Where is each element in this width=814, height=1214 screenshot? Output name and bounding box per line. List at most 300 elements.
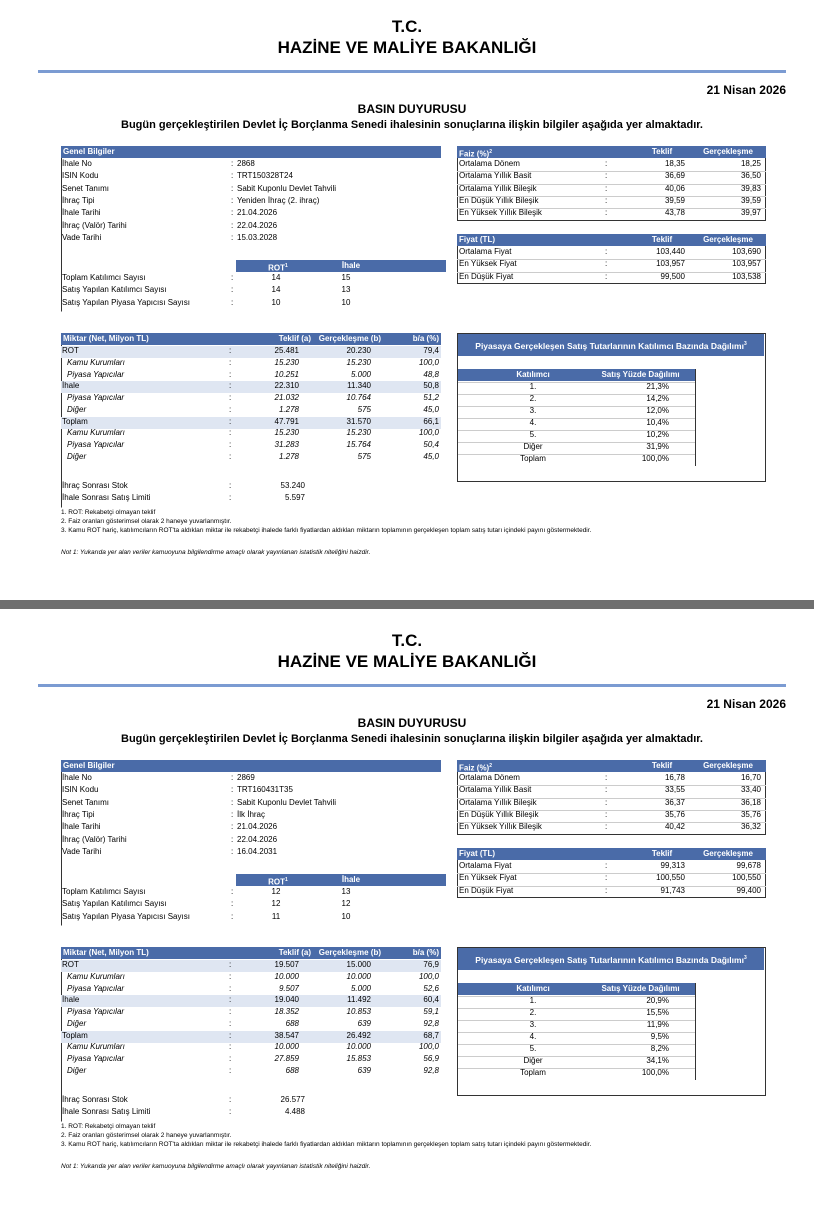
miktar-teklif: 38.547 — [274, 1030, 299, 1040]
miktar-gerceklesme: 31.570 — [346, 416, 371, 426]
miktar-gerceklesme: 639 — [357, 1065, 371, 1075]
fiyat-gerceklesme: 103,957 — [732, 259, 761, 269]
general-row-label: Senet Tanımı — [62, 797, 109, 807]
footnote: 3. Kamu ROT hariç, katılımcıların ROT'ta aldıkları miktar ile rekabetçi ihalede farklı fiyatlardan aldıkları miktarın toplamının gerçekleşen toplam satış tutarı içindeki payını göstermektedir. — [61, 527, 592, 534]
general-row-label: İhale No — [62, 773, 92, 782]
miktar-row-label: Diğer — [67, 1018, 87, 1028]
miktar-row-label: Piyasa Yapıcılar — [67, 440, 125, 449]
miktar-teklif: 10.000 — [274, 971, 299, 981]
general-info-header — [61, 760, 441, 772]
page-separator — [0, 600, 814, 609]
dist-katilimci: 2. — [529, 394, 537, 403]
limit-value: 4.488 — [284, 1107, 305, 1116]
faiz-gerceklesme: 39,83 — [740, 183, 761, 193]
general-row-value: İlk İhraç — [237, 809, 266, 819]
colon: : — [605, 822, 608, 832]
fiyat-gerceklesme: 99,400 — [736, 885, 761, 895]
fiyat-teklif: 91,743 — [660, 885, 685, 895]
intro-text: Bugün gerçekleştirilen Devlet İç Borçlanma Senedi ihalesinin sonuçlarına ilişkin bilgiler aşağıda yer almaktadır. — [121, 733, 703, 745]
miktar-row-label: Kamu Kurumları — [67, 971, 125, 981]
faiz-gerceklesme: 16,70 — [740, 773, 761, 782]
miktar-col-ratio: b/a (%) — [412, 948, 439, 957]
faiz-row-label: En Düşük Yıllık Bileşik — [459, 195, 539, 205]
colon: : — [229, 451, 232, 461]
count-rot: 12 — [271, 899, 281, 909]
header-tc: T.C. — [391, 631, 423, 650]
miktar-col-teklif: Teklif (a) — [278, 948, 311, 957]
colon: : — [605, 183, 608, 193]
colon: : — [605, 873, 608, 883]
colon: : — [229, 1095, 232, 1104]
rot-label: ROT — [268, 877, 286, 887]
faiz-row-label: Ortalama Yıllık Basit — [459, 171, 532, 181]
miktar-ratio: 92,8 — [423, 1018, 439, 1028]
count-rot: 14 — [271, 285, 281, 295]
fiyat-col-gerceklesme: Gerçekleşme — [703, 235, 753, 244]
fiyat-teklif: 99,313 — [660, 861, 685, 870]
miktar-col-gerceklesme: Gerçekleşme (b) — [318, 948, 381, 957]
dist-katilimci: Diğer — [523, 1056, 543, 1065]
table-rule — [695, 369, 696, 466]
colon: : — [229, 493, 232, 502]
miktar-gerceklesme: 15.853 — [346, 1054, 371, 1063]
limit-label: İhale Sonrası Satış Limiti — [62, 1107, 151, 1116]
colon: : — [605, 809, 608, 819]
fiyat-gerceklesme: 103,690 — [732, 247, 761, 256]
miktar-teklif: 21.032 — [274, 393, 299, 402]
general-row-label: İhraç (Valör) Tarihi — [62, 220, 127, 230]
dist-katilimci: Toplam — [520, 1068, 546, 1077]
faiz-row-label: En Düşük Yıllık Bileşik — [459, 809, 539, 819]
colon: : — [229, 416, 232, 426]
miktar-gerceklesme: 5.000 — [350, 369, 371, 379]
colon: : — [231, 232, 234, 242]
faiz-teklif: 33,55 — [664, 785, 685, 795]
miktar-teklif: 9.507 — [278, 983, 299, 993]
press-title: BASIN DUYURUSU — [357, 716, 467, 730]
miktar-ratio: 100,0 — [418, 1042, 439, 1052]
miktar-teklif: 688 — [285, 1018, 299, 1028]
faiz-gerceklesme: 39,97 — [740, 208, 761, 218]
miktar-gerceklesme: 10.764 — [346, 393, 371, 402]
colon: : — [229, 346, 232, 355]
general-row-value: 16.04.2031 — [237, 846, 278, 856]
miktar-ratio: 100,0 — [418, 971, 439, 981]
miktar-teklif: 19.040 — [274, 995, 299, 1005]
miktar-ratio: 60,4 — [423, 995, 439, 1005]
miktar-row-label: Toplam — [62, 416, 88, 426]
faiz-header — [457, 760, 766, 772]
ihale-col-header: İhale — [341, 875, 361, 884]
miktar-gerceklesme: 10.000 — [346, 1042, 371, 1052]
general-row-value: 22.04.2026 — [237, 220, 278, 230]
dist-yuzde: 8,2% — [650, 1044, 669, 1053]
miktar-ratio: 66,1 — [423, 416, 439, 426]
miktar-row-label: Diğer — [67, 404, 87, 414]
footnote: 1. ROT: Rekabetçi olmayan teklif — [61, 509, 156, 516]
ihale-col-header: İhale — [341, 261, 361, 270]
colon: : — [229, 1107, 232, 1116]
colon: : — [229, 971, 232, 981]
miktar-teklif: 31.283 — [274, 440, 299, 449]
colon: : — [605, 885, 608, 895]
miktar-teklif: 10.000 — [274, 1042, 299, 1052]
colon: : — [229, 1007, 232, 1016]
colon: : — [229, 983, 232, 993]
faiz-teklif: 39,59 — [664, 195, 685, 205]
footnote: 2. Faiz oranları gösterimsel olarak 2 haneye yuvarlanmıştır. — [61, 1132, 232, 1139]
colon: : — [229, 404, 232, 414]
fiyat-row-label: En Düşük Fiyat — [459, 885, 514, 895]
colon: : — [605, 171, 608, 181]
count-row-label: Satış Yapılan Piyasa Yapıcısı Sayısı — [62, 911, 190, 921]
general-info-header — [61, 146, 441, 158]
count-row-label: Satış Yapılan Katılımcı Sayısı — [62, 285, 167, 295]
fiyat-row-label: En Düşük Fiyat — [459, 271, 514, 281]
miktar-title: Miktar (Net, Milyon TL) — [63, 334, 149, 343]
colon: : — [605, 159, 608, 168]
miktar-gerceklesme: 575 — [357, 451, 371, 461]
distribution-header — [458, 983, 695, 995]
count-rot: 11 — [271, 911, 281, 921]
faiz-col-teklif: Teklif — [651, 761, 673, 770]
count-row-label: Satış Yapılan Piyasa Yapıcısı Sayısı — [62, 297, 190, 307]
miktar-row-label: Piyasa Yapıcılar — [67, 393, 125, 402]
general-row-value: TRT150328T24 — [237, 171, 293, 181]
colon: : — [605, 271, 608, 281]
faiz-label: Faiz (%) — [459, 763, 490, 773]
miktar-row-label: Kamu Kurumları — [67, 357, 125, 367]
faiz-gerceklesme: 36,32 — [740, 822, 761, 832]
miktar-col-gerceklesme: Gerçekleşme (b) — [318, 334, 381, 343]
faiz-teklif: 40,42 — [664, 822, 685, 832]
miktar-ratio: 56,9 — [423, 1054, 439, 1063]
general-row-label: İhraç Tipi — [62, 195, 95, 205]
ministry-title: HAZİNE VE MALİYE BAKANLIĞI — [277, 38, 537, 57]
general-info-title: Genel Bilgiler — [63, 147, 115, 156]
fiyat-col-teklif: Teklif — [651, 235, 673, 244]
colon: : — [231, 220, 234, 230]
stok-label: İhraç Sonrası Stok — [62, 1095, 128, 1104]
miktar-header — [61, 947, 441, 959]
footnote: 1. ROT: Rekabetçi olmayan teklif — [61, 1123, 156, 1130]
press-release-page — [0, 0, 814, 600]
faiz-col-teklif: Teklif — [651, 147, 673, 156]
miktar-row-label: ROT — [62, 346, 79, 355]
miktar-row-label: Kamu Kurumları — [67, 428, 125, 438]
miktar-teklif: 15.230 — [274, 428, 299, 438]
count-rot: 14 — [271, 273, 281, 282]
miktar-teklif: 27.859 — [274, 1054, 299, 1063]
dist-katilimci: 5. — [529, 1044, 537, 1053]
faiz-row-label: Ortalama Yıllık Bileşik — [459, 183, 537, 193]
miktar-ratio: 92,8 — [423, 1065, 439, 1075]
miktar-row-label: Toplam — [62, 1030, 88, 1040]
miktar-gerceklesme: 15.000 — [346, 960, 371, 969]
miktar-teklif: 15.230 — [274, 357, 299, 367]
general-row-value: 21.04.2026 — [237, 208, 278, 218]
dist-katilimci: Toplam — [520, 454, 546, 463]
colon: : — [231, 285, 234, 295]
general-row-label: ISIN Kodu — [62, 171, 99, 181]
stok-value: 53.240 — [280, 481, 305, 490]
colon: : — [231, 899, 234, 909]
general-row-value: Sabit Kuponlu Devlet Tahvili — [237, 183, 337, 193]
faiz-col-gerceklesme: Gerçekleşme — [703, 147, 753, 156]
dist-yuzde: 11,9% — [646, 1020, 669, 1029]
colon: : — [231, 171, 234, 181]
miktar-col-ratio: b/a (%) — [412, 334, 439, 343]
colon: : — [229, 1042, 232, 1052]
rot-label: ROT — [268, 263, 286, 273]
count-rot: 12 — [271, 887, 281, 896]
footnote: 3. Kamu ROT hariç, katılımcıların ROT'ta aldıkları miktar ile rekabetçi ihalede farklı fiyatlardan aldıkları miktarın toplamının gerçekleşen toplam satış tutarı içindeki payını göstermektedir. — [61, 1141, 592, 1148]
distribution-header — [458, 369, 695, 381]
fiyat-teklif: 103,957 — [656, 259, 685, 269]
miktar-gerceklesme: 575 — [357, 404, 371, 414]
colon: : — [605, 797, 608, 807]
colon: : — [229, 393, 232, 402]
miktar-gerceklesme: 11.492 — [347, 995, 371, 1005]
colon: : — [229, 1065, 232, 1075]
dist-yuzde: 20,9% — [646, 996, 669, 1005]
dist-yuzde: 14,2% — [646, 394, 669, 403]
miktar-row-label: Piyasa Yapıcılar — [67, 1007, 125, 1016]
ministry-title: HAZİNE VE MALİYE BAKANLIĞI — [277, 652, 537, 671]
colon: : — [605, 195, 608, 205]
miktar-ratio: 48,8 — [423, 369, 439, 379]
colon: : — [605, 861, 608, 870]
colon: : — [229, 369, 232, 379]
miktar-gerceklesme: 15.230 — [346, 428, 371, 438]
distribution-sup: 3 — [743, 341, 747, 347]
colon: : — [231, 911, 234, 921]
count-ihale: 13 — [341, 285, 351, 295]
faiz-teklif: 16,78 — [664, 773, 685, 782]
count-row-label: Toplam Katılımcı Sayısı — [62, 887, 146, 896]
miktar-teklif: 10.251 — [274, 369, 299, 379]
miktar-ratio: 79,4 — [423, 346, 439, 355]
rot-ihale-header — [236, 874, 446, 886]
colon: : — [229, 1018, 232, 1028]
general-row-label: İhale Tarihi — [62, 822, 101, 832]
miktar-gerceklesme: 11.340 — [347, 381, 371, 391]
colon: : — [231, 297, 234, 307]
dist-yuzde: 12,0% — [646, 406, 669, 415]
faiz-gerceklesme: 35,76 — [740, 809, 761, 819]
fiyat-row-label: En Yüksek Fiyat — [459, 873, 517, 883]
faiz-row-label: Ortalama Yıllık Basit — [459, 785, 532, 795]
miktar-gerceklesme: 5.000 — [350, 983, 371, 993]
general-row-label: İhraç Tipi — [62, 809, 95, 819]
colon: : — [605, 773, 608, 782]
miktar-gerceklesme: 15.230 — [346, 357, 371, 367]
miktar-row-label: Piyasa Yapıcılar — [67, 1054, 125, 1063]
colon: : — [605, 259, 608, 269]
fiyat-teklif: 103,440 — [656, 247, 685, 256]
dist-katilimci: 3. — [529, 406, 537, 415]
general-info-title: Genel Bilgiler — [63, 761, 115, 770]
miktar-header — [61, 333, 441, 345]
faiz-row-label: En Yüksek Yıllık Bileşik — [459, 822, 542, 832]
distribution-title-text: Piyasaya Gerçekleşen Satış Tutarlarının Katılımcı Bazında Dağılımı — [475, 954, 744, 965]
miktar-ratio: 50,8 — [423, 381, 439, 391]
general-row-value: 22.04.2026 — [237, 834, 278, 844]
count-ihale: 12 — [341, 899, 351, 909]
miktar-teklif: 18.352 — [274, 1007, 299, 1016]
count-rot: 10 — [271, 297, 281, 307]
stok-label: İhraç Sonrası Stok — [62, 481, 128, 490]
fiyat-header — [457, 848, 766, 860]
dist-katilimci: 4. — [529, 1032, 537, 1041]
fiyat-row-label: Ortalama Fiyat — [459, 247, 512, 256]
distribution-title — [458, 334, 764, 356]
faiz-row-label: En Yüksek Yıllık Bileşik — [459, 208, 542, 218]
fiyat-header — [457, 234, 766, 246]
dist-yuzde: 100,0% — [641, 454, 669, 463]
faiz-row-label: Ortalama Yıllık Bileşik — [459, 797, 537, 807]
colon: : — [229, 1030, 232, 1040]
colon: : — [229, 381, 232, 391]
miktar-row-label: Piyasa Yapıcılar — [67, 983, 125, 993]
colon: : — [231, 887, 234, 896]
faiz-header — [457, 146, 766, 158]
dist-yuzde: 10,2% — [646, 430, 669, 439]
general-row-label: Vade Tarihi — [62, 232, 102, 242]
fiyat-row-label: Ortalama Fiyat — [459, 861, 512, 870]
colon: : — [229, 440, 232, 449]
header-rule — [38, 70, 786, 73]
general-row-label: İhale No — [62, 159, 92, 168]
dist-yuzde: 34,1% — [646, 1056, 669, 1065]
faiz-gerceklesme: 36,50 — [740, 171, 761, 181]
limit-label: İhale Sonrası Satış Limiti — [62, 493, 151, 502]
limit-value: 5.597 — [284, 493, 305, 502]
miktar-title: Miktar (Net, Milyon TL) — [63, 948, 149, 957]
miktar-ratio: 59,1 — [423, 1007, 439, 1016]
colon: : — [231, 208, 234, 218]
general-row-value: 21.04.2026 — [237, 822, 278, 832]
header-tc: T.C. — [391, 17, 423, 36]
colon: : — [231, 195, 234, 205]
miktar-col-teklif: Teklif (a) — [278, 334, 311, 343]
rot-ihale-header — [236, 260, 446, 272]
faiz-gerceklesme: 18,25 — [740, 159, 761, 168]
fiyat-title: Fiyat (TL) — [459, 849, 495, 858]
rot-sup: 1 — [285, 877, 288, 883]
fiyat-teklif: 99,500 — [660, 271, 685, 281]
faiz-teklif: 18,35 — [664, 159, 685, 168]
count-row-label: Toplam Katılımcı Sayısı — [62, 273, 146, 282]
fiyat-title: Fiyat (TL) — [459, 235, 495, 244]
distribution-sup: 3 — [743, 955, 747, 961]
faiz-teklif: 40,06 — [664, 183, 685, 193]
colon: : — [231, 773, 234, 782]
dist-katilimci: 4. — [529, 418, 537, 427]
dist-yuzde: 21,3% — [646, 382, 669, 391]
release-date: 21 Nisan 2026 — [706, 697, 786, 711]
colon: : — [231, 159, 234, 168]
dist-yuzde: 31,9% — [646, 442, 669, 451]
miktar-gerceklesme: 10.000 — [346, 971, 371, 981]
colon: : — [229, 481, 232, 490]
general-row-value: Sabit Kuponlu Devlet Tahvili — [237, 797, 337, 807]
faiz-teklif: 36,37 — [664, 797, 685, 807]
general-row-value: 2869 — [237, 773, 255, 782]
colon: : — [231, 273, 234, 282]
miktar-row-label: ROT — [62, 960, 79, 969]
rot-sup: 1 — [285, 263, 288, 269]
count-ihale: 10 — [341, 297, 351, 307]
miktar-row-label: Diğer — [67, 451, 87, 461]
count-ihale: 13 — [341, 887, 351, 896]
miktar-ratio: 52,6 — [423, 983, 439, 993]
colon: : — [231, 834, 234, 844]
miktar-ratio: 50,4 — [423, 440, 439, 449]
faiz-sup: 2 — [489, 763, 493, 769]
colon: : — [229, 960, 232, 969]
distribution-title — [458, 948, 764, 970]
count-ihale: 15 — [341, 273, 351, 282]
general-row-label: İhraç (Valör) Tarihi — [62, 834, 127, 844]
miktar-ratio: 100,0 — [418, 428, 439, 438]
dist-katilimci: 3. — [529, 1020, 537, 1029]
intro-text: Bugün gerçekleştirilen Devlet İç Borçlanma Senedi ihalesinin sonuçlarına ilişkin bilgiler aşağıda yer almaktadır. — [121, 119, 703, 131]
colon: : — [231, 785, 234, 795]
colon: : — [231, 183, 234, 193]
press-title: BASIN DUYURUSU — [357, 102, 467, 116]
colon: : — [605, 247, 608, 256]
miktar-ratio: 45,0 — [423, 451, 439, 461]
stok-value: 26.577 — [280, 1095, 305, 1104]
miktar-gerceklesme: 20.230 — [346, 346, 371, 355]
fiyat-row-label: En Yüksek Fiyat — [459, 259, 517, 269]
dist-yuzde: 10,4% — [646, 418, 669, 427]
general-row-value: TRT160431T35 — [237, 785, 293, 795]
general-row-label: ISIN Kodu — [62, 785, 99, 795]
miktar-gerceklesme: 26.492 — [346, 1030, 371, 1040]
general-row-label: Vade Tarihi — [62, 846, 102, 856]
miktar-row-label: İhale — [62, 995, 80, 1005]
dist-katilimci: 2. — [529, 1008, 537, 1017]
press-release-page — [0, 614, 814, 1214]
general-row-label: Senet Tanımı — [62, 183, 109, 193]
dist-yuzde: 15,5% — [646, 1008, 669, 1017]
miktar-teklif: 22.310 — [274, 381, 299, 391]
release-date: 21 Nisan 2026 — [706, 83, 786, 97]
general-row-value: Yeniden İhraç (2. ihraç) — [237, 195, 320, 205]
table-rule — [695, 983, 696, 1080]
miktar-ratio: 45,0 — [423, 404, 439, 414]
miktar-gerceklesme: 10.853 — [346, 1007, 371, 1016]
miktar-teklif: 47.791 — [274, 416, 299, 426]
dist-yuzde: 100,0% — [641, 1068, 669, 1077]
colon: : — [231, 846, 234, 856]
colon: : — [229, 357, 232, 367]
footnote: 2. Faiz oranları gösterimsel olarak 2 haneye yuvarlanmıştır. — [61, 518, 232, 525]
dist-col-katilimci: Katılımcı — [516, 984, 550, 993]
colon: : — [605, 208, 608, 218]
count-ihale: 10 — [341, 911, 351, 921]
fiyat-gerceklesme: 99,678 — [736, 861, 761, 870]
faiz-gerceklesme: 39,59 — [740, 195, 761, 205]
faiz-col-gerceklesme: Gerçekleşme — [703, 761, 753, 770]
faiz-row-label: Ortalama Dönem — [459, 773, 520, 782]
fiyat-col-teklif: Teklif — [651, 849, 673, 858]
faiz-sup: 2 — [489, 149, 493, 155]
miktar-row-label: Diğer — [67, 1065, 87, 1075]
fiyat-gerceklesme: 100,550 — [732, 873, 761, 883]
